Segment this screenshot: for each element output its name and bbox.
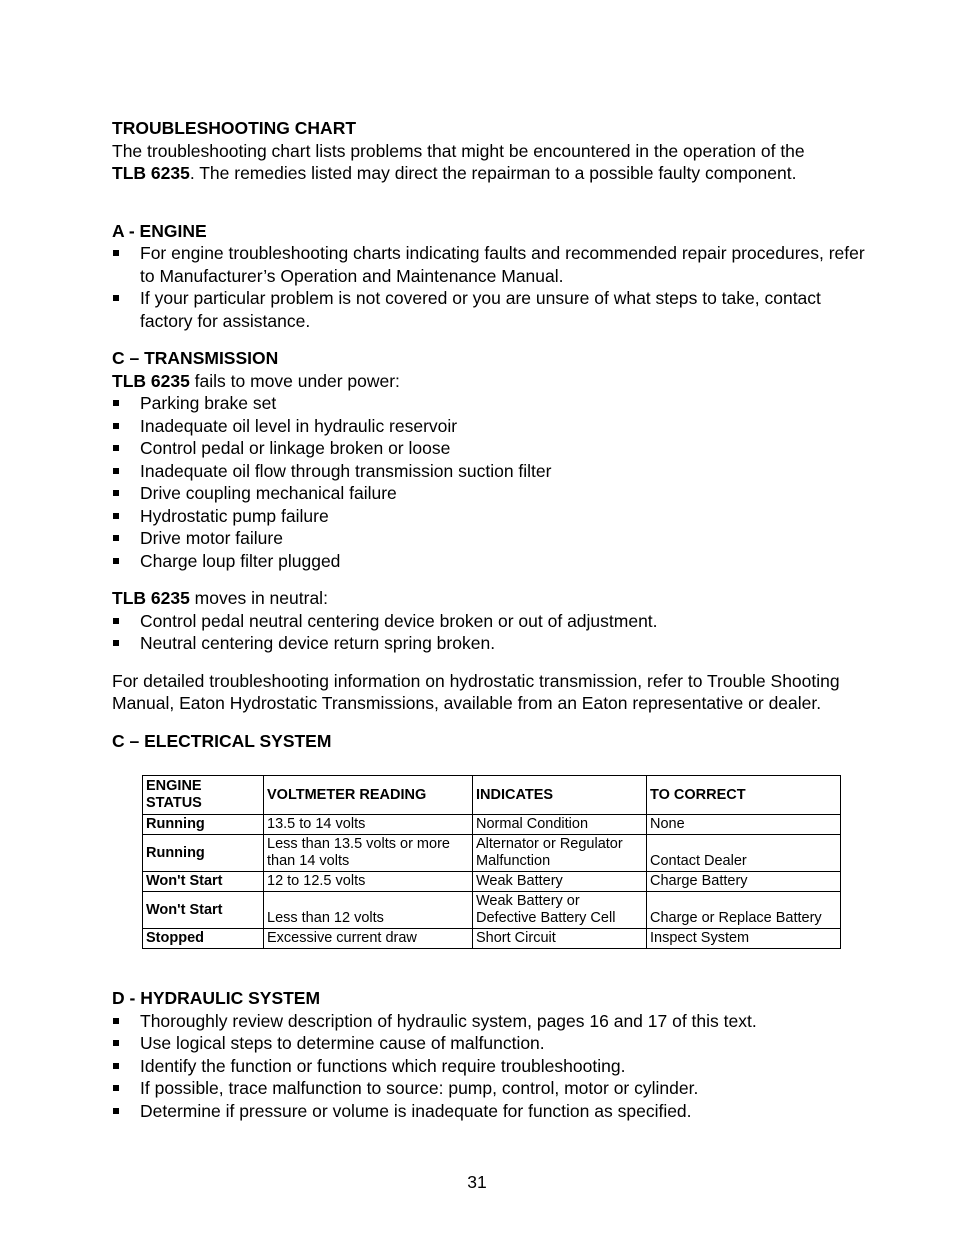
table-cell: Running [143,815,264,835]
intro-model: TLB 6235 [112,163,190,183]
electrical-title: C – ELECTRICAL SYSTEM [112,730,332,751]
table-cell: 13.5 to 14 volts [264,815,473,835]
list-item: Determine if pressure or volume is inadequate for function as specified. [112,1100,872,1123]
list-item: Inadequate oil flow through transmission suction filter [112,460,872,483]
electrical-table [142,775,841,949]
transmission-title: C – TRANSMISSION [112,348,279,368]
intro-line1: The troubleshooting chart lists problems that might be encountered in the operation of the [112,140,805,161]
page-number: 31 [467,1172,487,1192]
transmission-model: TLB 6235 [112,370,190,391]
list-item: Drive motor failure [112,527,872,550]
header-engine-status: ENGINE STATUS [143,776,264,815]
transmission-fails-text: fails to move under power: [189,370,400,391]
page-content [112,117,872,1122]
hydraulic-list [112,1010,872,1123]
list-item: For engine troubleshooting charts indicating faults and recommended repair procedures, refer to Manufacturer’s Operation and Maintenance Manual. [112,242,872,287]
transmission-model: TLB 6235 [112,588,190,608]
list-item: Parking brake set [112,392,872,415]
list-item: Thoroughly review description of hydraulic system, pages 16 and 17 of this text. [112,1010,872,1033]
table-cell: Inspect System [647,929,841,949]
transmission-neutral-intro [112,587,872,610]
table-row [143,892,841,929]
table-row [143,929,841,949]
transmission-note: For detailed troubleshooting information on hydrostatic transmission, refer to Trouble Shooting Manual, Eaton Hydrostatic Transmissions, available from an Eaton representative or dealer. [112,670,840,713]
table-cell: Normal Condition [473,815,647,835]
list-item: Drive coupling mechanical failure [112,482,872,505]
table-cell: None [647,815,841,835]
intro-line2: . The remedies listed may direct the repairman to a possible faulty component. [189,163,797,183]
header-to-correct: TO CORRECT [647,776,841,815]
list-item: If your particular problem is not covered or you are unsure of what steps to take, contact factory for assistance. [112,287,872,332]
table-cell: Charge or Replace Battery [647,892,841,929]
table-row [143,815,841,835]
table-cell: Won't Start [143,892,264,929]
list-item: Identify the function or functions which require troubleshooting. [112,1055,872,1078]
engine-list [112,242,872,332]
transmission-fails-intro [112,370,872,393]
table-cell: Short Circuit [473,929,647,949]
engine-title: A - ENGINE [112,220,207,241]
table-cell: Weak Battery [473,872,647,892]
hydraulic-title: D - HYDRAULIC SYSTEM [112,988,321,1008]
table-cell: Won't Start [143,872,264,892]
table-header-row [143,776,841,815]
list-item: Hydrostatic pump failure [112,505,872,528]
table-row [143,835,841,872]
list-item: Charge loup filter plugged [112,550,872,573]
list-item: Control pedal neutral centering device broken or out of adjustment. [112,610,872,633]
transmission-neutral-list [112,610,872,655]
header-indicates: INDICATES [473,776,647,815]
list-item: Use logical steps to determine cause of malfunction. [112,1032,872,1055]
transmission-neutral-text: moves in neutral: [189,588,328,608]
header-voltmeter-reading: VOLTMETER READING [264,776,473,815]
list-item: Inadequate oil level in hydraulic reservoir [112,415,872,438]
table-cell: Running [143,835,264,872]
table-cell: Charge Battery [647,872,841,892]
list-item: If possible, trace malfunction to source: pump, control, motor or cylinder. [112,1077,872,1100]
table-cell: Stopped [143,929,264,949]
table-cell: Weak Battery or Defective Battery Cell [473,892,647,929]
table-cell: Excessive current draw [264,929,473,949]
troubleshooting-title: TROUBLESHOOTING CHART [112,118,357,138]
table-cell: Contact Dealer [647,835,841,872]
list-item: Control pedal or linkage broken or loose [112,437,872,460]
troubleshooting-intro [112,140,872,185]
transmission-fails-list [112,392,872,572]
list-item: Neutral centering device return spring broken. [112,632,872,655]
table-cell: Less than 12 volts [264,892,473,929]
table-row [143,872,841,892]
table-cell: 12 to 12.5 volts [264,872,473,892]
table-cell: Alternator or Regulator Malfunction [473,835,647,872]
table-cell: Less than 13.5 volts or more than 14 volts [264,835,473,872]
